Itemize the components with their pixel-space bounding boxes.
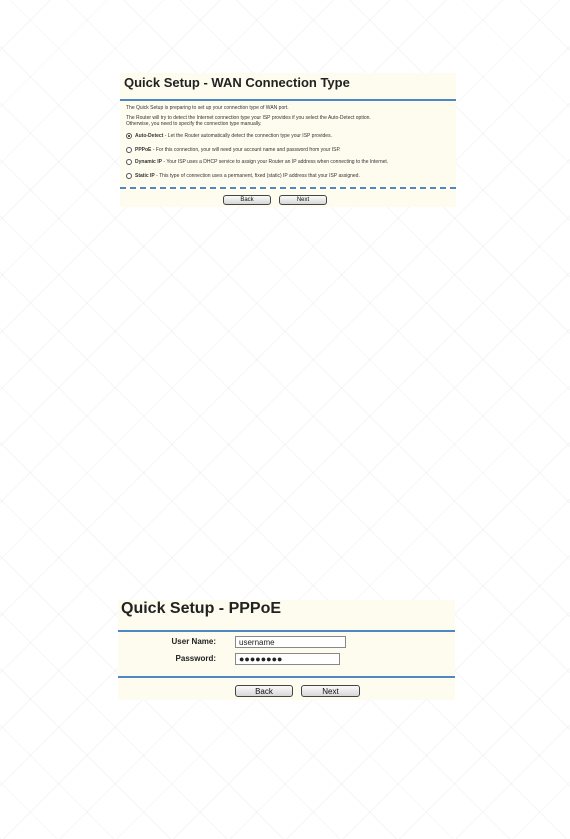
- option-desc: - For this connection, your will need your account name and password from your ISP.: [151, 147, 341, 153]
- option-pppoe[interactable]: [126, 147, 341, 153]
- option-desc: - Your ISP uses a DHCP service to assign your Router an IP address when connecting to the Internet.: [161, 159, 389, 165]
- wan-intro-text: The Quick Setup is preparing to set up your connection type of WAN port.: [126, 105, 289, 111]
- wan-connection-type-panel: [120, 73, 456, 207]
- username-input[interactable]: username: [235, 636, 346, 648]
- bottom-divider: [118, 676, 455, 678]
- option-name: Auto-Detect: [135, 133, 164, 139]
- bottom-divider: [120, 187, 456, 189]
- option-desc: - This type of connection uses a permanent, fixed (static) IP address that your ISP assigned.: [154, 173, 360, 179]
- pppoe-panel: [118, 600, 455, 700]
- username-label: User Name:: [171, 637, 216, 646]
- wan-manual-text: Otherwise, you need to specify the connection type manually.: [126, 121, 262, 127]
- wan-detect-text: The Router will try to detect the Internet connection type your ISP provides if you select the Auto-Detect option.: [126, 115, 371, 121]
- dynamic-ip-radio[interactable]: [126, 159, 132, 165]
- option-name: Dynamic IP: [135, 159, 162, 165]
- password-input[interactable]: ●●●●●●●●: [235, 653, 340, 665]
- wan-page-title: Quick Setup - WAN Connection Type: [124, 75, 350, 90]
- option-static-ip[interactable]: [126, 173, 360, 179]
- back-button[interactable]: Back: [235, 685, 293, 697]
- next-button[interactable]: Next: [279, 195, 327, 205]
- static-ip-radio[interactable]: [126, 173, 132, 179]
- title-divider: [120, 99, 456, 101]
- pppoe-page-title: Quick Setup - PPPoE: [121, 600, 282, 617]
- option-name: PPPoE: [135, 147, 152, 153]
- option-dynamic-ip[interactable]: [126, 159, 388, 165]
- option-desc: - Let the Router automatically detect the connection type your ISP provides.: [163, 133, 332, 139]
- option-name: Static IP: [135, 173, 155, 179]
- auto-detect-radio[interactable]: [126, 133, 132, 139]
- next-button[interactable]: Next: [301, 685, 360, 697]
- password-label: Password:: [175, 654, 216, 663]
- pppoe-radio[interactable]: [126, 147, 132, 153]
- back-button[interactable]: Back: [223, 195, 271, 205]
- title-divider: [118, 630, 455, 632]
- option-auto-detect[interactable]: [126, 133, 332, 139]
